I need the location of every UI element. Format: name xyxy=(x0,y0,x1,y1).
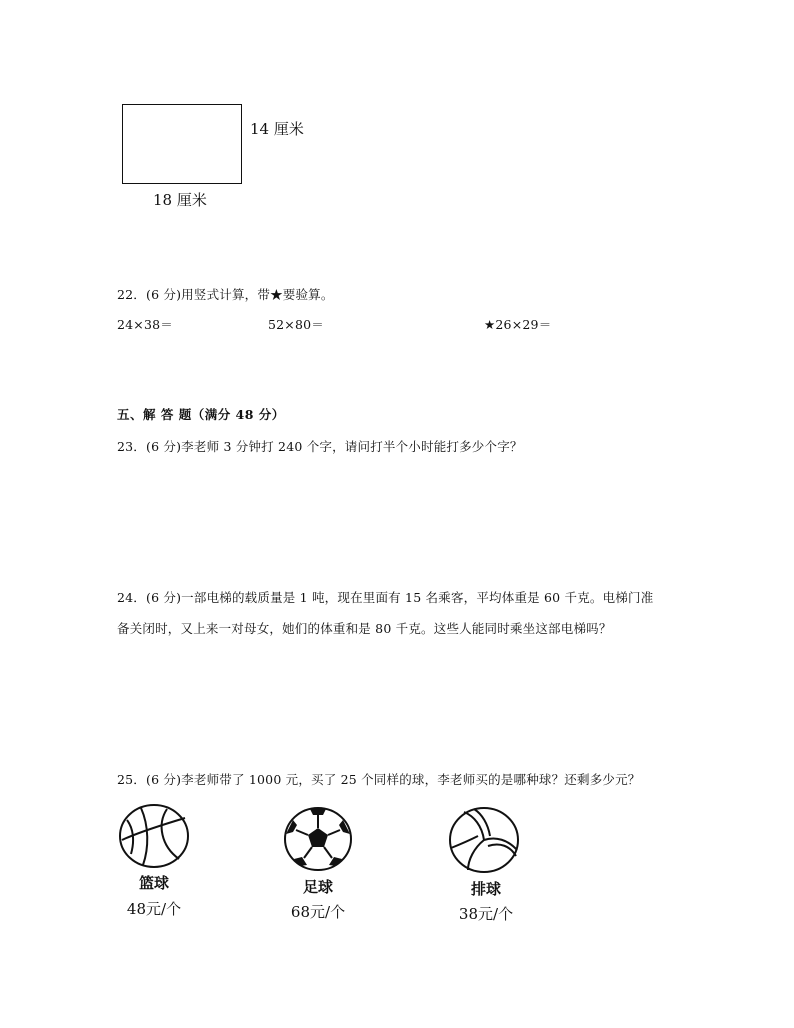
volleyball-icon xyxy=(448,806,522,874)
soccer-ball-price: 68元/个 xyxy=(290,903,346,921)
question-22-title: 22．(6 分)用竖式计算，带★要验算。 xyxy=(117,287,334,302)
soccer-ball-icon xyxy=(283,806,353,872)
question-24-line-2: 备关闭时，又上来一对母女，她们的体重和是 80 千克。这些人能同时乘坐这部电梯吗？ xyxy=(117,621,612,636)
volleyball-name: 排球 xyxy=(470,880,501,898)
rectangle-width-label: 18 厘米 xyxy=(153,191,207,209)
soccer-ball-name: 足球 xyxy=(302,878,333,896)
question-24-line-1: 24．(6 分)一部电梯的载质量是 1 吨，现在里面有 15 名乘客，平均体重是 60 千克。电梯门准 xyxy=(117,590,654,605)
basketball-name: 篮球 xyxy=(138,874,169,892)
question-23: 23．(6 分)李老师 3 分钟打 240 个字，请问打半个小时能打多少个字？ xyxy=(117,439,523,454)
basketball-icon xyxy=(119,804,191,870)
section-5-heading: 五、解 答 题（满分 48 分） xyxy=(117,407,285,422)
basketball-price: 48元/个 xyxy=(126,900,182,918)
q22-expr-1: 24×38＝ xyxy=(117,317,173,332)
volleyball-price: 38元/个 xyxy=(458,905,514,923)
question-25: 25．(6 分)李老师带了 1000 元，买了 25 个同样的球，李老师买的是哪种球？还剩多少元？ xyxy=(117,772,641,787)
rectangle-figure xyxy=(122,104,242,184)
q22-expr-3: ★26×29＝ xyxy=(484,317,552,332)
q22-expr-2: 52×80＝ xyxy=(268,317,324,332)
rectangle-height-label: 14 厘米 xyxy=(250,120,304,138)
